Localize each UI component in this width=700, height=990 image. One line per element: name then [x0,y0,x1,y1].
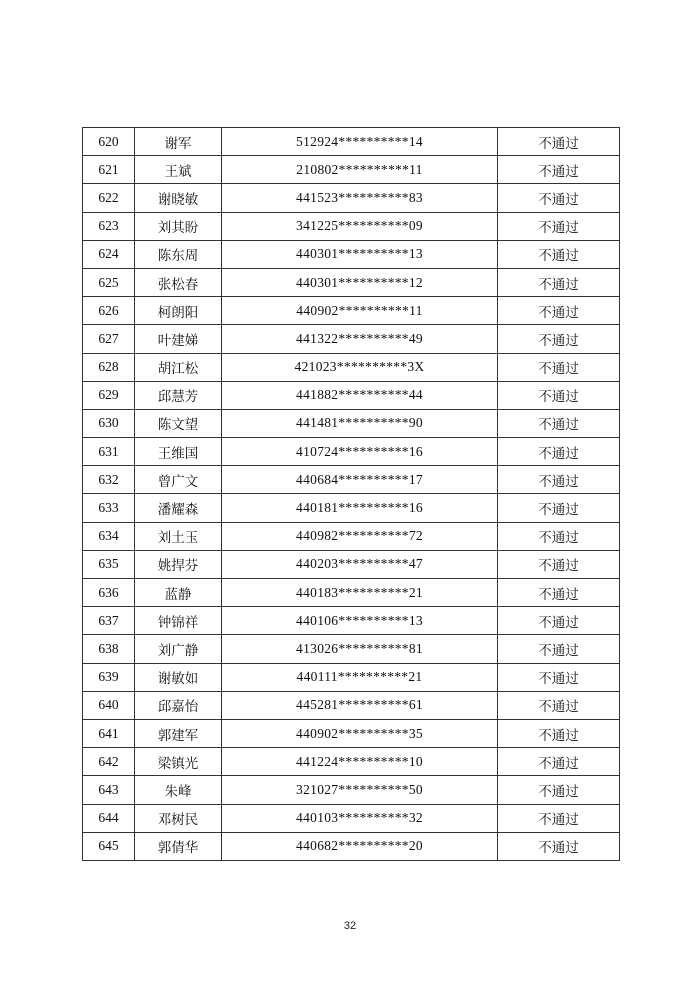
result-cell: 不通过 [498,212,620,240]
result-cell: 不通过 [498,719,620,747]
table-row [83,325,620,353]
table-row [83,438,620,466]
result-cell: 不通过 [498,522,620,550]
id-number-cell: 440183**********21 [222,579,498,607]
row-number-cell: 634 [83,522,135,550]
result-cell: 不通过 [498,128,620,156]
result-cell: 不通过 [498,240,620,268]
row-number-cell: 628 [83,353,135,381]
id-number-cell: 440203**********47 [222,550,498,578]
result-cell: 不通过 [498,409,620,437]
table-row [83,607,620,635]
name-cell: 张松春 [135,268,222,296]
result-cell: 不通过 [498,438,620,466]
name-cell: 叶建娣 [135,325,222,353]
row-number-cell: 620 [83,128,135,156]
id-number-cell: 440106**********13 [222,607,498,635]
id-number-cell: 441882**********44 [222,381,498,409]
result-cell: 不通过 [498,184,620,212]
result-cell: 不通过 [498,607,620,635]
result-cell: 不通过 [498,691,620,719]
name-cell: 王维国 [135,438,222,466]
id-number-cell: 413026**********81 [222,635,498,663]
name-cell: 朱峰 [135,776,222,804]
id-number-cell: 410724**********16 [222,438,498,466]
row-number-cell: 632 [83,466,135,494]
row-number-cell: 645 [83,832,135,860]
result-cell: 不通过 [498,156,620,184]
table-row [83,522,620,550]
row-number-cell: 626 [83,297,135,325]
id-number-cell: 440902**********35 [222,719,498,747]
table-row [83,268,620,296]
page-number: 32 [343,920,357,932]
table-row [83,156,620,184]
row-number-cell: 622 [83,184,135,212]
table-row [83,240,620,268]
name-cell: 刘其盼 [135,212,222,240]
name-cell: 潘耀森 [135,494,222,522]
table-row [83,832,620,860]
result-cell: 不通过 [498,776,620,804]
result-cell: 不通过 [498,579,620,607]
id-number-cell: 440301**********13 [222,240,498,268]
table-row [83,184,620,212]
result-cell: 不通过 [498,804,620,832]
name-cell: 郭倩华 [135,832,222,860]
name-cell: 姚捍芬 [135,550,222,578]
id-number-cell: 441224**********10 [222,748,498,776]
table-row [83,297,620,325]
name-cell: 蓝静 [135,579,222,607]
name-cell: 刘土玉 [135,522,222,550]
name-cell: 梁镇光 [135,748,222,776]
results-table-body [83,128,620,861]
table-row [83,212,620,240]
row-number-cell: 624 [83,240,135,268]
id-number-cell: 440111**********21 [222,663,498,691]
table-row [83,550,620,578]
id-number-cell: 210802**********11 [222,156,498,184]
row-number-cell: 643 [83,776,135,804]
id-number-cell: 512924**********14 [222,128,498,156]
table-row [83,466,620,494]
table-row [83,494,620,522]
row-number-cell: 621 [83,156,135,184]
id-number-cell: 421023**********3X [222,353,498,381]
id-number-cell: 440103**********32 [222,804,498,832]
result-cell: 不通过 [498,635,620,663]
row-number-cell: 639 [83,663,135,691]
row-number-cell: 625 [83,268,135,296]
row-number-cell: 630 [83,409,135,437]
row-number-cell: 640 [83,691,135,719]
name-cell: 郭建军 [135,719,222,747]
name-cell: 邱慧芳 [135,381,222,409]
row-number-cell: 636 [83,579,135,607]
results-table [82,127,620,861]
name-cell: 邱嘉怡 [135,691,222,719]
result-cell: 不通过 [498,381,620,409]
id-number-cell: 321027**********50 [222,776,498,804]
name-cell: 刘广静 [135,635,222,663]
name-cell: 钟锦祥 [135,607,222,635]
result-cell: 不通过 [498,494,620,522]
row-number-cell: 637 [83,607,135,635]
row-number-cell: 631 [83,438,135,466]
table-row [83,409,620,437]
name-cell: 胡江松 [135,353,222,381]
result-cell: 不通过 [498,325,620,353]
name-cell: 曾广文 [135,466,222,494]
table-row [83,776,620,804]
result-cell: 不通过 [498,297,620,325]
name-cell: 谢晓敏 [135,184,222,212]
id-number-cell: 341225**********09 [222,212,498,240]
id-number-cell: 441322**********49 [222,325,498,353]
id-number-cell: 440982**********72 [222,522,498,550]
table-row [83,579,620,607]
table-row [83,748,620,776]
result-cell: 不通过 [498,663,620,691]
table-row [83,719,620,747]
name-cell: 柯朗阳 [135,297,222,325]
id-number-cell: 440181**********16 [222,494,498,522]
row-number-cell: 633 [83,494,135,522]
row-number-cell: 644 [83,804,135,832]
result-cell: 不通过 [498,353,620,381]
result-cell: 不通过 [498,268,620,296]
table-row [83,663,620,691]
row-number-cell: 627 [83,325,135,353]
name-cell: 王斌 [135,156,222,184]
table-row [83,128,620,156]
table-row [83,804,620,832]
result-cell: 不通过 [498,466,620,494]
row-number-cell: 638 [83,635,135,663]
row-number-cell: 635 [83,550,135,578]
row-number-cell: 642 [83,748,135,776]
id-number-cell: 440682**********20 [222,832,498,860]
name-cell: 谢军 [135,128,222,156]
row-number-cell: 623 [83,212,135,240]
name-cell: 邓树民 [135,804,222,832]
result-cell: 不通过 [498,748,620,776]
id-number-cell: 441523**********83 [222,184,498,212]
id-number-cell: 445281**********61 [222,691,498,719]
id-number-cell: 440684**********17 [222,466,498,494]
name-cell: 陈文望 [135,409,222,437]
table-row [83,353,620,381]
table-row [83,691,620,719]
id-number-cell: 440301**********12 [222,268,498,296]
id-number-cell: 441481**********90 [222,409,498,437]
row-number-cell: 641 [83,719,135,747]
table-row [83,635,620,663]
name-cell: 谢敏如 [135,663,222,691]
name-cell: 陈东周 [135,240,222,268]
result-cell: 不通过 [498,550,620,578]
id-number-cell: 440902**********11 [222,297,498,325]
row-number-cell: 629 [83,381,135,409]
result-cell: 不通过 [498,832,620,860]
table-row [83,381,620,409]
